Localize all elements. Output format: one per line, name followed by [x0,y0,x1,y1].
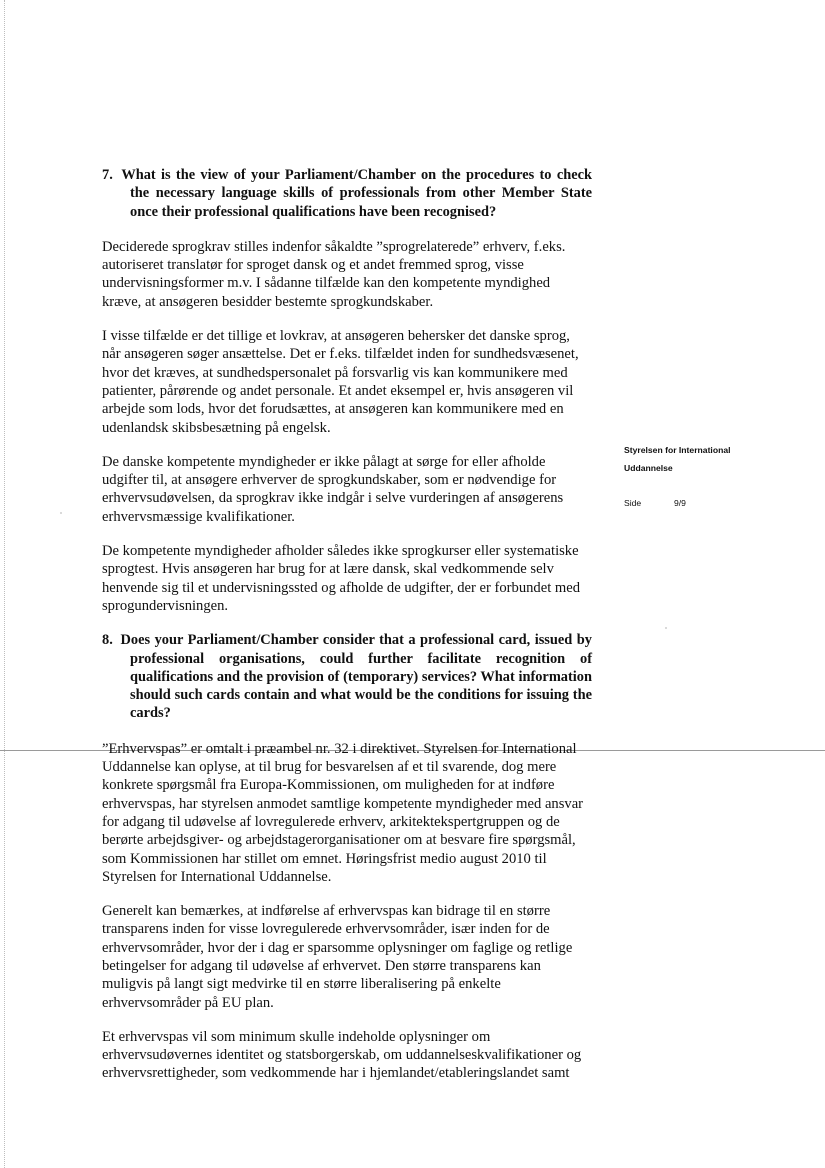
document-body [102,166,592,1083]
question-8-text: Does your Parliament/Chamber consider that a professional card, issued by professional organisations, could further facilitate recognition of qualifications and the provision of (temporary) services? What information should such cards contain and what would be the conditions for issuing the cards? [120,632,592,722]
question-7-section [102,166,592,615]
question-8-section [102,631,592,1083]
answer-7-paragraph-4: De kompetente myndigheder afholder således ikke sprogkurser eller systematiske sprogtest. Hvis ansøgeren har brug for at lære dansk, skal vedkommende selv henvende sig til et undervisningssted og afholde de udgifter, der er forbundet med sprogundervisningen. [102,543,581,614]
answer-7-paragraph-1: Deciderede sprogkrav stilles indenfor såkaldte ”sprogrelaterede” erhverv, f.eks. autoriseret translatør for sproget dansk og et andet fremmed sprog, visse undervisningsformer m.v. I sådanne tilfælde kan den kompetente myndighed kræve, at ansøgeren besidder bestemte sprogkundskaber. [102,238,566,310]
answer-7-paragraph-2: I visse tilfælde er det tillige et lovkrav, at ansøgeren behersker det danske sprog, når ansøgeren søger ansættelse. Det er f.eks. tilfældet inden for sundhedsvæsenet, hvor det kræves, at sundhedspersonalet på forsvarlig vis kan kommunikere med patienter, pårørende og andet personale. Et andet eksempel er, hvis ansøgeren vil arbejde som lods, hvor det forudsættes, at ansøgeren kan kommunikere med en udenlandsk skibsbesætning på engelsk. [102,328,579,436]
answer-8-paragraph-1: ”Erhvervspas” er omtalt i præambel nr. 32 i direktivet. Styrelsen for International Uddannelse kan oplyse, at til brug for besvarelsen af et til svarende, dog mere konkrete spørgsmål fra Europa-Kommissionen, om muligheden for at indføre erhvervspas, har styrelsen anmodet samtlige kompetente myndigheder med ansvar for adgang til udøvelse af lovregulerede erhverv, arkitektekspertgruppen og de berørte arbejdsgiver- og arbejdstagerorganisationer om at besvare fire spørgsmål, som Kommissionen har stillet om emnet. Høringsfrist medio august 2010 til Styrelsen for International Uddannelse. [102,740,584,885]
question-8 [102,631,592,722]
page-label: Side [624,498,642,508]
sender-organisation [624,441,774,477]
question-7-number: 7. [102,167,113,183]
scan-speck [60,512,62,514]
question-7-text: What is the view of your Parliament/Chamber on the procedures to check the necessary language skills of professionals from other Member State once their professional qualifications have been recognised? [121,167,592,220]
sender-organisation-line-2: Uddannelse [624,463,673,473]
sender-organisation-line-1: Styrelsen for International [624,445,731,455]
scan-speck [665,627,667,629]
answer-7-paragraph-3: De danske kompetente myndigheder er ikke pålagt at sørge for eller afholde udgifter til, at ansøgere erhverver de sprogkundskaber, som er nødvendige for erhvervsudøvelsen, da sprogkrav ikke indgår i selve vurderingen af ansøgerens erhvervsmæssige kvalifikationer. [102,453,564,525]
sender-sidebar [624,441,774,512]
question-8-number: 8. [102,632,113,649]
answer-8-paragraph-2: Generelt kan bemærkes, at indførelse af erhvervspas kan bidrage til en større transparens inden for visse lovregulerede erhvervsområder, især inden for de erhvervsområder, hvor der i dag er sparsomme oplysninger om faglige og retlige betingelser for adgang til udøvelse af erhvervet. Den større transparens kan muligvis på langt sigt medvirke til en større liberalisering på enkelte erhvervsområder på EU plan. [102,903,573,1011]
question-7 [102,166,592,221]
page-indicator [624,494,774,512]
answer-8-paragraph-3: Et erhvervspas vil som minimum skulle indeholde oplysninger om erhvervsudøvernes identitet og statsborgerskab, om uddannelseskvalifikationer og erhvervsrettigheder, som vedkommende har i hjemlandet/etableringslandet samt [102,1028,582,1082]
page-number: 9/9 [674,498,686,508]
scan-edge-line [4,0,5,1168]
